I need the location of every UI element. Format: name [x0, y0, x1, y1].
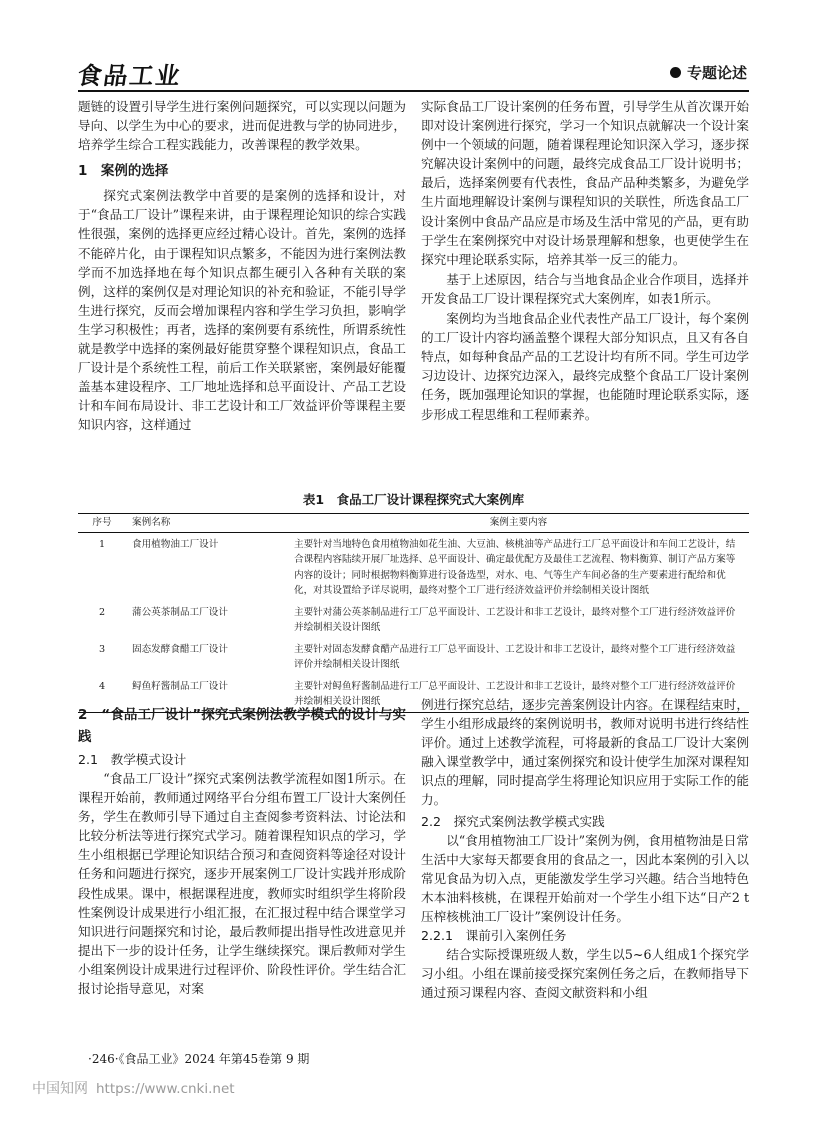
section-heading-2: 2 “食品工厂设计”探究式案例法教学模式的设计与实践: [78, 707, 406, 745]
row-name: 固态发酵食醋工厂设计: [132, 643, 228, 655]
subsection-heading-2-2: 2.2 探究式案例法教学模式实践: [421, 813, 605, 829]
cnki-watermark: [32, 1078, 235, 1098]
row-content: 主要针对固态发酵食醋产品进行工厂总平面设计、工艺设计和非工艺设计，最终对整个工厂进行经济效益评价并绘制相关设计图纸: [294, 643, 736, 670]
subsection-heading-2-1: 2.1 教学模式设计: [78, 752, 187, 767]
paragraph: 基于上述原因，结合与当地食品企业合作项目，选择并开发食品工厂设计课程探究式大案例库，如表1所示。: [421, 271, 749, 306]
paragraph: 结合实际授课班级人数，学生以5~6人组成1个探究学习小组。小组在课前接受探究案例任务之后，在教师指导下通过预习课程内容、查阅文献资料和小组: [421, 947, 749, 1001]
section-label: 专题论述: [686, 64, 747, 82]
row-content: 主要针对当地特色食用植物油如花生油、大豆油、核桃油等产品进行工厂总平面设计和车间工艺设计，结合课程内容陆续开展厂址选择、总平面设计、确定最优配方及最佳工艺流程、物料衡算、制订产品方案等内容的设计；同时根据物料衡算进行设备选型，对水、电、气等生产车间必备的生产要素进行配给和优化，对其设置给予详尽说明，最终对整个工厂进行经济效益评价并绘制相关设计图纸: [294, 538, 736, 596]
paragraph: 案例均为当地食品企业代表性产品工厂设计，每个案例的工厂设计内容均涵盖整个课程大部分知识点，且又有各自特点，如每种食品产品的工艺设计均有所不同。学生可边学习边设计、边探究边深入，最终完成整个食品工厂设计案例任务，既加强理论知识的掌握，也能随时理论联系实际，逐步形成工程思维和工程师素养。: [421, 311, 749, 422]
subsection-heading-2-2-1: 2.2.1 课前引入案例任务: [421, 928, 567, 944]
table-row: [78, 638, 749, 675]
row-no: 1: [98, 538, 106, 550]
table-row: [78, 532, 749, 601]
row-name: 食用植物油工厂设计: [132, 538, 219, 550]
case-library-table: [78, 513, 749, 713]
section-heading-1: 1 案例的选择: [78, 163, 169, 180]
journal-logo: 食品工业: [75, 61, 184, 90]
column-header-name: 案例名称: [126, 514, 264, 533]
paragraph: 以“食用植物油工厂设计”案例为例，食用植物油是日常生活中大家每天都要食用的食品之一，因此本案例的引入以常见食品为切入点，更能激发学生学习兴趣。结合当地特色木本油料核桃，在课程开始前对一个学生小组下达“日产2 t压榨核桃油工厂设计”案例设计任务。: [421, 832, 749, 924]
watermark-site-name: 中国知网: [32, 1081, 88, 1097]
table-title: 表1 食品工厂设计课程探究式大案例库: [302, 492, 525, 507]
row-no: 2: [98, 606, 106, 618]
left-column-top: [78, 97, 406, 435]
bullet-dot-icon: [670, 67, 681, 78]
paragraph: “食品工厂设计”探究式案例法教学流程如图1所示。在课程开始前，教师通过网络平台分组布置工厂设计大案例任务，学生在教师引导下通过自主查阅参考资料法、讨论法和比较分析法等进行探究式学习。随着课程知识点的学习，学生小组根据已学理论知识结合预习和查阅资料等途径对设计任务和问题进行探究，逐步开展案例工厂设计实践并形成阶段性成果。课中，根据课程进度，教师实时组织学生将阶段性案例设计成果进行小组汇报，在汇报过程中结合课堂学习知识进行问题探究和讨论，最后教师提出指导性改进意见并提出下一步的设计任务，让学生继续探究。课后教师对学生小组案例设计成果进行过程评价、阶段性评价。学生结合汇报讨论指导意见，对案: [78, 771, 406, 997]
row-no: 4: [78, 675, 126, 713]
row-name: 蒲公英茶制品工厂设计: [132, 606, 228, 618]
right-column-top: [421, 97, 749, 424]
paragraph: 探究式案例法教学中首要的是案例的选择和设计，对于“食品工厂设计”课程来讲，由于课程理论知识的综合实践性很强，案例的选择更应经过精心设计。首先，案例的选择不能碎片化，由于课程知识点繁多，不能因为进行案例法教学而不加选择地在每个知识点都生硬引入各种有关联的案例，这样的案例仅是对理论知识的补充和验证，不能引导学生进行探究，反而会增加课程内容和学生学习负担，影响学生学习积极性；再者，选择的案例要有系统性，所谓系统性就是教学中选择的案例最好能贯穿整个课程知识点，食品工厂设计是个系统性工程，前后工作关联紧密，案例最好能覆盖基本建设程序、工厂地址选择和总平面设计、产品工艺设计和车间布局设计、非工艺设计和工厂效益评价等课程主要知识内容，这样通过: [78, 188, 406, 433]
row-content: 主要针对鲟鱼籽酱制品进行工厂总平面设计、工艺设计和非工艺设计，最终对整个工厂进行经济效益评价并绘制相关设计图纸: [264, 675, 749, 713]
row-no: 3: [98, 643, 106, 655]
page-citation: ·246·《食品工业》2024 年第45卷第 9 期: [88, 1052, 310, 1066]
table-header-row: [78, 514, 749, 533]
left-column-bottom: [78, 704, 406, 998]
paragraph: 例进行探究总结，逐步完善案例设计内容。在课程结束时，学生小组形成最终的案例说明书，教师对说明书进行终结性评价。通过上述教学流程，可将最新的食品工厂设计大案例融入课堂教学中，通过案例探究和设计使学生加深对课程知识点的理解，同时提高学生将理论知识应用于实际工作的能力。: [421, 697, 749, 808]
row-content: 主要针对蒲公英茶制品进行工厂总平面设计、工艺设计和非工艺设计，最终对整个工厂进行经济效益评价并绘制相关设计图纸: [294, 606, 736, 633]
table-row: [78, 601, 749, 638]
right-column-bottom: [421, 695, 749, 1002]
header-rule: [78, 90, 749, 92]
column-header-content: 案例主要内容: [264, 514, 749, 533]
paragraph: 实际食品工厂设计案例的任务布置，引导学生从首次课开始即对设计案例进行探究，学习一个知识点就解决一个设计案例中一个领域的问题，随着课程理论知识深入学习，逐步探究解决设计案例中的问题，最终完成食品工厂设计说明书；最后，选择案例要有代表性，食品产品种类繁多，为避免学生片面地理解设计案例与课程知识的关联性，所选食品工厂设计案例中食品产品应是市场及生活中常见的产品，更有助于学生在案例探究中对设计场景理解和想象，也更使学生在探究中理论联系实际，培养其举一反三的能力。: [421, 99, 749, 267]
section-tag: [670, 62, 747, 83]
watermark-url: https://www.cnki.net: [96, 1081, 235, 1097]
paragraph: 题链的设置引导学生进行案例问题探究，可以实现以问题为导向、以学生为中心的要求，进而促进教与学的协同进步，培养学生综合工程实践能力，改善课程的教学效果。: [78, 99, 406, 153]
column-header-no: 序号: [78, 514, 126, 533]
row-name: 鲟鱼籽酱制品工厂设计: [126, 675, 264, 713]
